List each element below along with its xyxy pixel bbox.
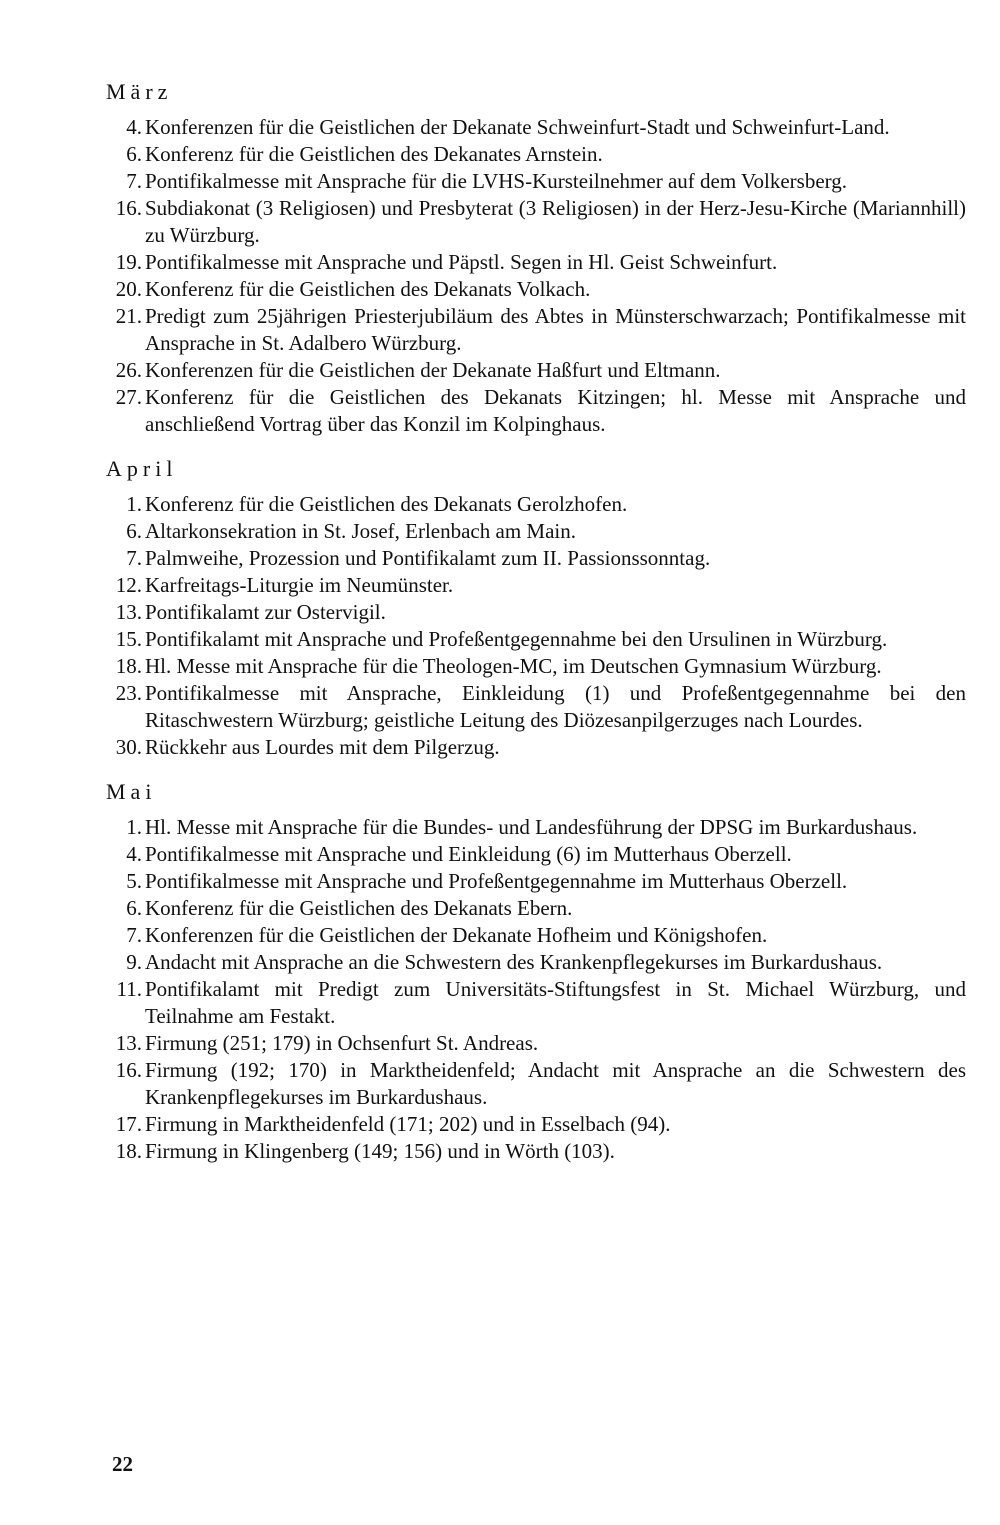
- entry-list: [104, 491, 966, 761]
- entry-text: Predigt zum 25jährigen Priesterjubiläum des Abtes in Münsterschwarzach; Pontifikalmesse mit Ansprache in St. Adalbero Würzburg.: [145, 304, 966, 355]
- entry-text: Pontifikalmesse mit Ansprache, Einkleidung (1) und Profeßentgegennahme bei den Ritaschwestern Würzburg; geistliche Leitung des Diözesanpilgerzuges nach Lourdes.: [145, 681, 966, 732]
- entry-text: Konferenzen für die Geistlichen der Dekanate Haßfurt und Eltmann.: [145, 358, 721, 382]
- list-item: [104, 814, 966, 841]
- entry-day: 16.: [115, 196, 142, 220]
- list-item: [104, 976, 966, 1030]
- list-item: [104, 249, 966, 276]
- entry-text: Konferenz für die Geistlichen des Dekanats Ebern.: [145, 896, 573, 920]
- list-item: [104, 1030, 966, 1057]
- list-item: [104, 195, 966, 249]
- entry-day: 23.: [115, 681, 142, 705]
- list-item: [104, 841, 966, 868]
- month-heading: Mai: [106, 779, 157, 804]
- entry-text: Firmung in Marktheidenfeld (171; 202) und in Esselbach (94).: [145, 1112, 671, 1136]
- entry-day: 21.: [115, 304, 142, 328]
- entry-day: 7.: [126, 546, 142, 570]
- entry-day: 6.: [126, 142, 142, 166]
- entry-day: 26.: [115, 358, 142, 382]
- entry-text: Pontifikalamt mit Ansprache und Profeßentgegennahme bei den Ursulinen in Würzburg.: [145, 627, 888, 651]
- entry-text: Pontifikalmesse mit Ansprache für die LVHS-Kursteilnehmer auf dem Volkersberg.: [145, 169, 848, 193]
- month-section-mai: [104, 778, 966, 1165]
- list-item: [104, 114, 966, 141]
- entry-day: 4.: [126, 115, 142, 139]
- list-item: [104, 734, 966, 761]
- entry-text: Firmung in Klingenberg (149; 156) und in Wörth (103).: [145, 1139, 615, 1163]
- entry-text: Konferenz für die Geistlichen des Dekanates Arnstein.: [145, 142, 603, 166]
- entry-text: Hl. Messe mit Ansprache für die Theologen-MC, im Deutschen Gymnasium Würzburg.: [145, 654, 882, 678]
- list-item: [104, 626, 966, 653]
- entry-text: Firmung (192; 170) in Marktheidenfeld; Andacht mit Ansprache an die Schwestern des Krankenpflegekurses im Burkardushaus.: [145, 1058, 966, 1109]
- list-item: [104, 922, 966, 949]
- list-item: [104, 868, 966, 895]
- entry-text: Konferenz für die Geistlichen des Dekanats Gerolzhofen.: [145, 492, 628, 516]
- list-item: [104, 141, 966, 168]
- list-item: [104, 599, 966, 626]
- list-item: [104, 895, 966, 922]
- entry-text: Subdiakonat (3 Religiosen) und Presbyterat (3 Religiosen) in der Herz-Jesu-Kirche (Mariannhill) zu Würzburg.: [145, 196, 966, 247]
- entry-day: 20.: [115, 277, 142, 301]
- entry-day: 12.: [115, 573, 142, 597]
- list-item: [104, 276, 966, 303]
- entry-text: Rückkehr aus Lourdes mit dem Pilgerzug.: [145, 735, 500, 759]
- entry-text: Pontifikalmesse mit Ansprache und Profeßentgegennahme im Mutterhaus Oberzell.: [145, 869, 848, 893]
- entry-text: Konferenzen für die Geistlichen der Dekanate Hofheim und Königshofen.: [145, 923, 768, 947]
- entry-text: Konferenz für die Geistlichen des Dekanats Kitzingen; hl. Messe mit Ansprache und anschließend Vortrag über das Konzil im Kolpinghaus.: [145, 385, 966, 436]
- entry-text: Pontifikalamt mit Predigt zum Universitäts-Stiftungsfest in St. Michael Würzburg, und Teilnahme am Festakt.: [145, 977, 966, 1028]
- entry-text: Pontifikalamt zur Ostervigil.: [145, 600, 386, 624]
- entry-text: Altarkonsekration in St. Josef, Erlenbach am Main.: [145, 519, 576, 543]
- entry-day: 17.: [115, 1112, 142, 1136]
- list-item: [104, 384, 966, 438]
- month-heading: März: [106, 79, 173, 104]
- entry-text: Hl. Messe mit Ansprache für die Bundes- und Landesführung der DPSG im Burkardushaus.: [145, 815, 918, 839]
- entry-day: 4.: [126, 842, 142, 866]
- chronicle-content: [104, 78, 966, 1165]
- entry-text: Konferenz für die Geistlichen des Dekanats Volkach.: [145, 277, 591, 301]
- entry-text: Pontifikalmesse mit Ansprache und Päpstl. Segen in Hl. Geist Schweinfurt.: [145, 250, 778, 274]
- entry-text: Firmung (251; 179) in Ochsenfurt St. Andreas.: [145, 1031, 539, 1055]
- entry-text: Konferenzen für die Geistlichen der Dekanate Schweinfurt-Stadt und Schweinfurt-Land.: [145, 115, 890, 139]
- list-item: [104, 357, 966, 384]
- page-number: 22: [112, 1452, 133, 1476]
- entry-text: Palmweihe, Prozession und Pontifikalamt zum II. Passionssonntag.: [145, 546, 711, 570]
- entry-day: 19.: [115, 250, 142, 274]
- entry-day: 6.: [126, 519, 142, 543]
- list-item: [104, 303, 966, 357]
- entry-day: 7.: [126, 169, 142, 193]
- entry-day: 1.: [126, 815, 142, 839]
- month-section-april: [104, 455, 966, 761]
- list-item: [104, 680, 966, 734]
- month-section-maerz: [104, 78, 966, 438]
- list-item: [104, 518, 966, 545]
- entry-day: 13.: [115, 600, 142, 624]
- list-item: [104, 1057, 966, 1111]
- entry-day: 9.: [126, 950, 142, 974]
- entry-list: [104, 114, 966, 438]
- entry-day: 7.: [126, 923, 142, 947]
- list-item: [104, 168, 966, 195]
- list-item: [104, 1138, 966, 1165]
- entry-day: 6.: [126, 896, 142, 920]
- entry-text: Andacht mit Ansprache an die Schwestern des Krankenpflegekurses im Burkardushaus.: [145, 950, 883, 974]
- entry-day: 13.: [115, 1031, 142, 1055]
- entry-day: 16.: [115, 1058, 142, 1082]
- list-item: [104, 1111, 966, 1138]
- entry-day: 1.: [126, 492, 142, 516]
- entry-text: Pontifikalmesse mit Ansprache und Einkleidung (6) im Mutterhaus Oberzell.: [145, 842, 792, 866]
- entry-day: 30.: [115, 735, 142, 759]
- entry-day: 18.: [115, 654, 142, 678]
- entry-day: 27.: [115, 385, 142, 409]
- list-item: [104, 653, 966, 680]
- entry-text: Karfreitags-Liturgie im Neumünster.: [145, 573, 454, 597]
- entry-list: [104, 814, 966, 1165]
- entry-day: 18.: [115, 1139, 142, 1163]
- list-item: [104, 545, 966, 572]
- entry-day: 11.: [116, 977, 142, 1001]
- entry-day: 15.: [115, 627, 142, 651]
- month-heading: April: [106, 456, 178, 481]
- list-item: [104, 572, 966, 599]
- entry-day: 5.: [126, 869, 142, 893]
- list-item: [104, 491, 966, 518]
- list-item: [104, 949, 966, 976]
